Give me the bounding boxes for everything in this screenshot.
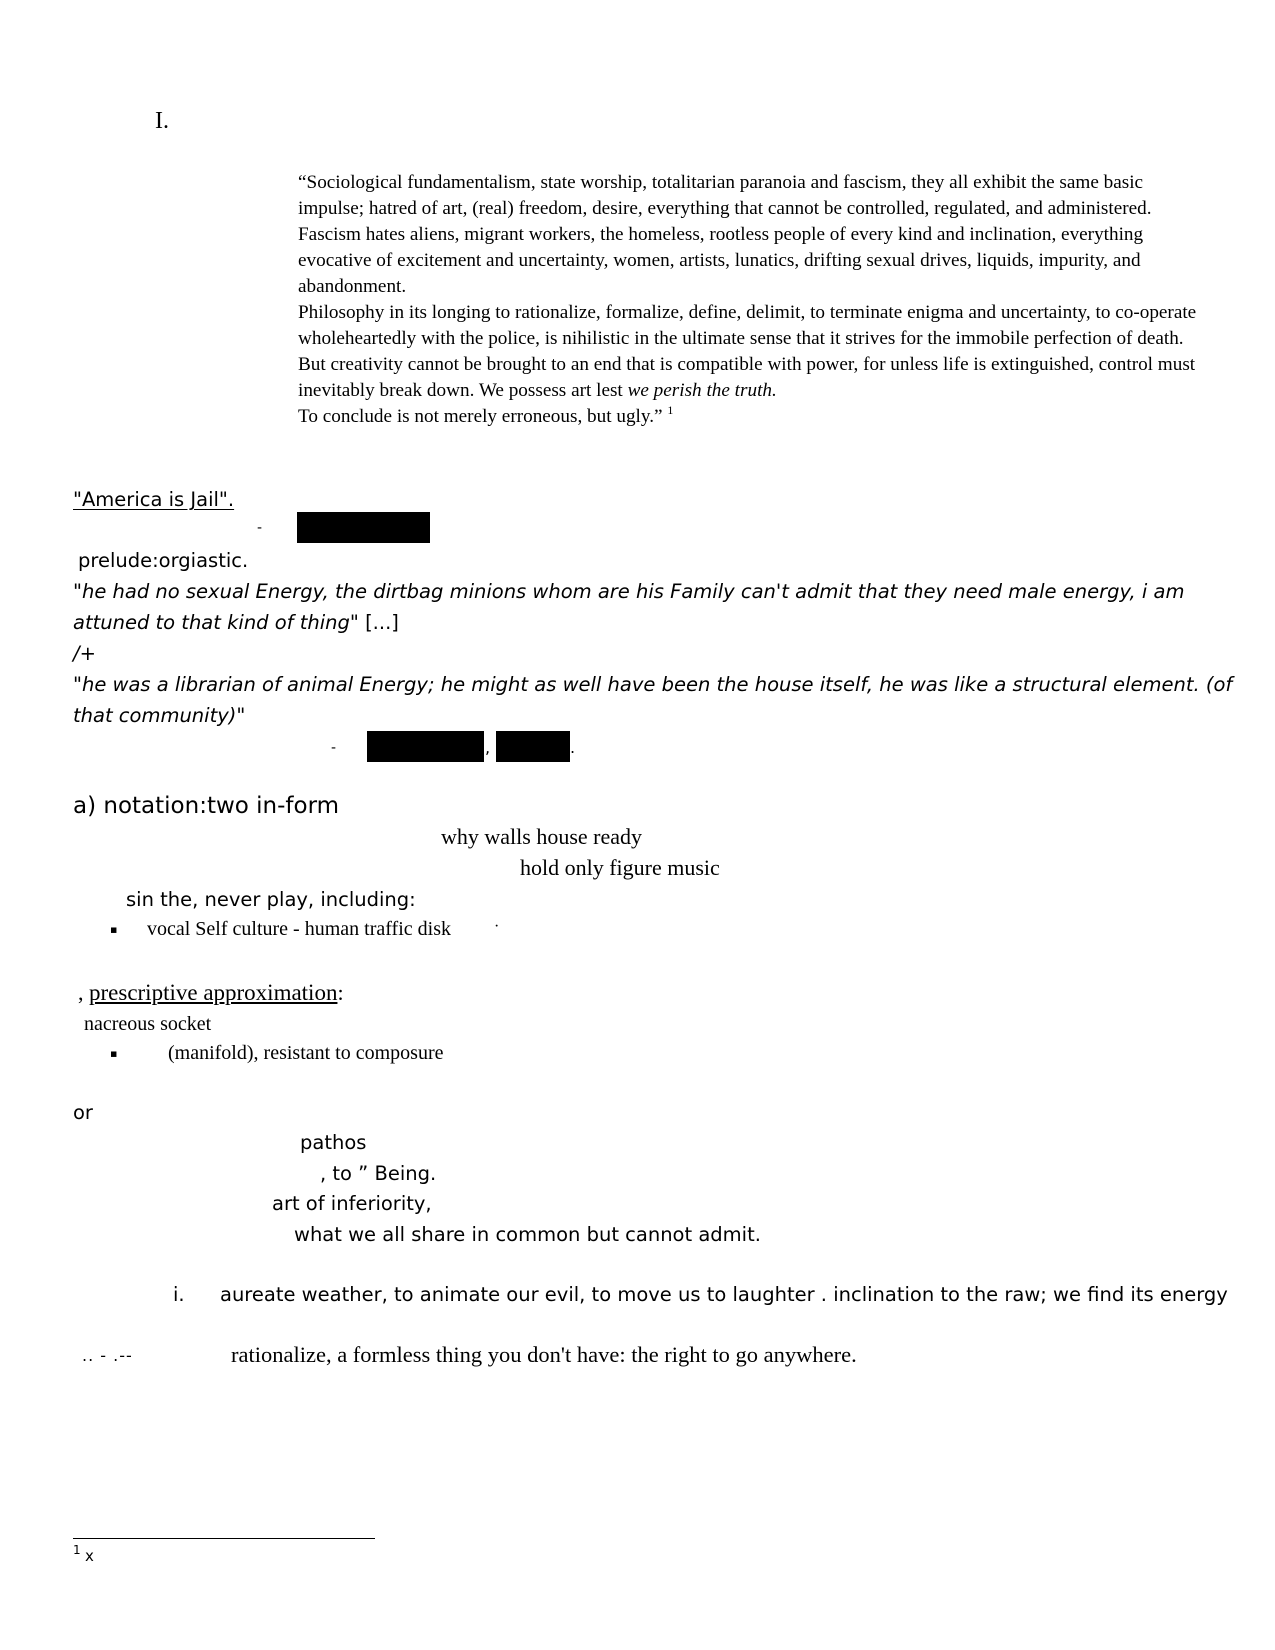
or-line: or [73,1101,93,1124]
redaction-period: . [570,738,576,757]
roman-numeral-i: i. [173,1283,185,1306]
to-being-line: , to ” Being. [320,1162,437,1185]
separator-mark: /+ [73,642,96,665]
socket-line: nacreous socket [84,1013,212,1035]
redaction-block-3 [496,731,570,762]
redaction-comma: , [485,738,491,757]
epigraph-paragraph-2-text: Philosophy in its longing to rationalize, formalize, define, delimit, to terminate enigma and uncertainty, to co-operate wholeheartedly with the police, is nihilistic in the ultimate sense that it strives for the immobile perfection of death. But creativity cannot be brought to an end that is compatible with power, for unless life is extinguished, control must inevitably break down. We possess art lest [298,302,1197,401]
quote-1-line-1: "he had no sexual Energy, the dirtbag minions whom are his Family can't admit that they need male energy, i am [73,580,1185,603]
pathos-line: pathos [300,1131,367,1154]
prescriptive-colon: : [337,980,344,1005]
prescriptive-line [78,980,344,1006]
roman-i-text: aureate weather, to animate our evil, to move us to laughter . inclination to the raw; we find its energy [220,1283,1228,1306]
bullet-1-marker: ▪ [110,923,118,936]
prescriptive-lead: , [78,980,89,1005]
footnote-text: x [85,1547,94,1565]
bullet-1-tail: · [494,918,500,935]
sin-line: sin the, never play, including: [126,888,416,911]
epigraph-paragraph-3-text: To conclude is not merely erroneous, but ugly.” [298,406,663,427]
epigraph-paragraph-1: “Sociological fundamentalism, state worship, totalitarian paranoia and fascism, they all exhibit the same basic impulse; hatred of art, (real) freedom, desire, everything that cannot be controlled, regulated, and administered. Fascism hates aliens, migrant workers, the homeless, rootless people of every kind and inclination, everything evocative of excitement and uncertainty, women, artists, lunatics, drifting sexual drives, liquids, impurity, and abandonment. [298,172,1152,297]
notation-heading: a) notation:two in-form [73,793,340,819]
quote-1-line-2-tail: [...] [358,611,399,634]
epigraph-paragraph-2-italic: we perish the truth. [627,380,777,401]
redaction-block-1 [297,512,430,543]
footnote-divider [73,1538,375,1539]
notation-line-1: why walls house ready [441,824,643,849]
inferiority-line: art of inferiority, [272,1192,432,1215]
notation-line-2: hold only figure music [520,855,720,880]
epigraph-quote [298,170,1203,430]
attribution-dash-2: - [331,740,337,756]
quote-2-line-2: that community)" [73,704,246,727]
redaction-block-2 [367,731,484,762]
quote-1-line-2 [73,611,399,634]
epigraph-paragraph-3 [298,404,1203,430]
footnote-reference: 1 [667,403,674,417]
epigraph-paragraph-2 [298,300,1203,404]
bullet-1-text: vocal Self culture - human traffic disk [147,918,451,940]
bullet-2-text: (manifold), resistant to composure [168,1042,444,1064]
quote-2-line-1: "he was a librarian of animal Energy; he might as well have been the house itself, he was like a structural element. (of [73,673,1233,696]
bullet-2-marker: ▪ [110,1047,118,1060]
final-line: rationalize, a formless thing you don't have: the right to go anywhere. [231,1342,857,1367]
america-title: "America is Jail". [73,488,235,511]
attribution-dash-1: - [257,520,263,536]
prelude-line: prelude:orgiastic. [78,549,249,572]
footnote-number: 1 [73,1543,81,1557]
share-line: what we all share in common but cannot admit. [294,1223,761,1246]
scribble-marks: .. - .-- [82,1346,133,1365]
quote-1-line-2-italic: attuned to that kind of thing" [73,611,359,634]
prescriptive-heading: prescriptive approximation [89,980,338,1005]
section-numeral: I. [155,108,169,134]
